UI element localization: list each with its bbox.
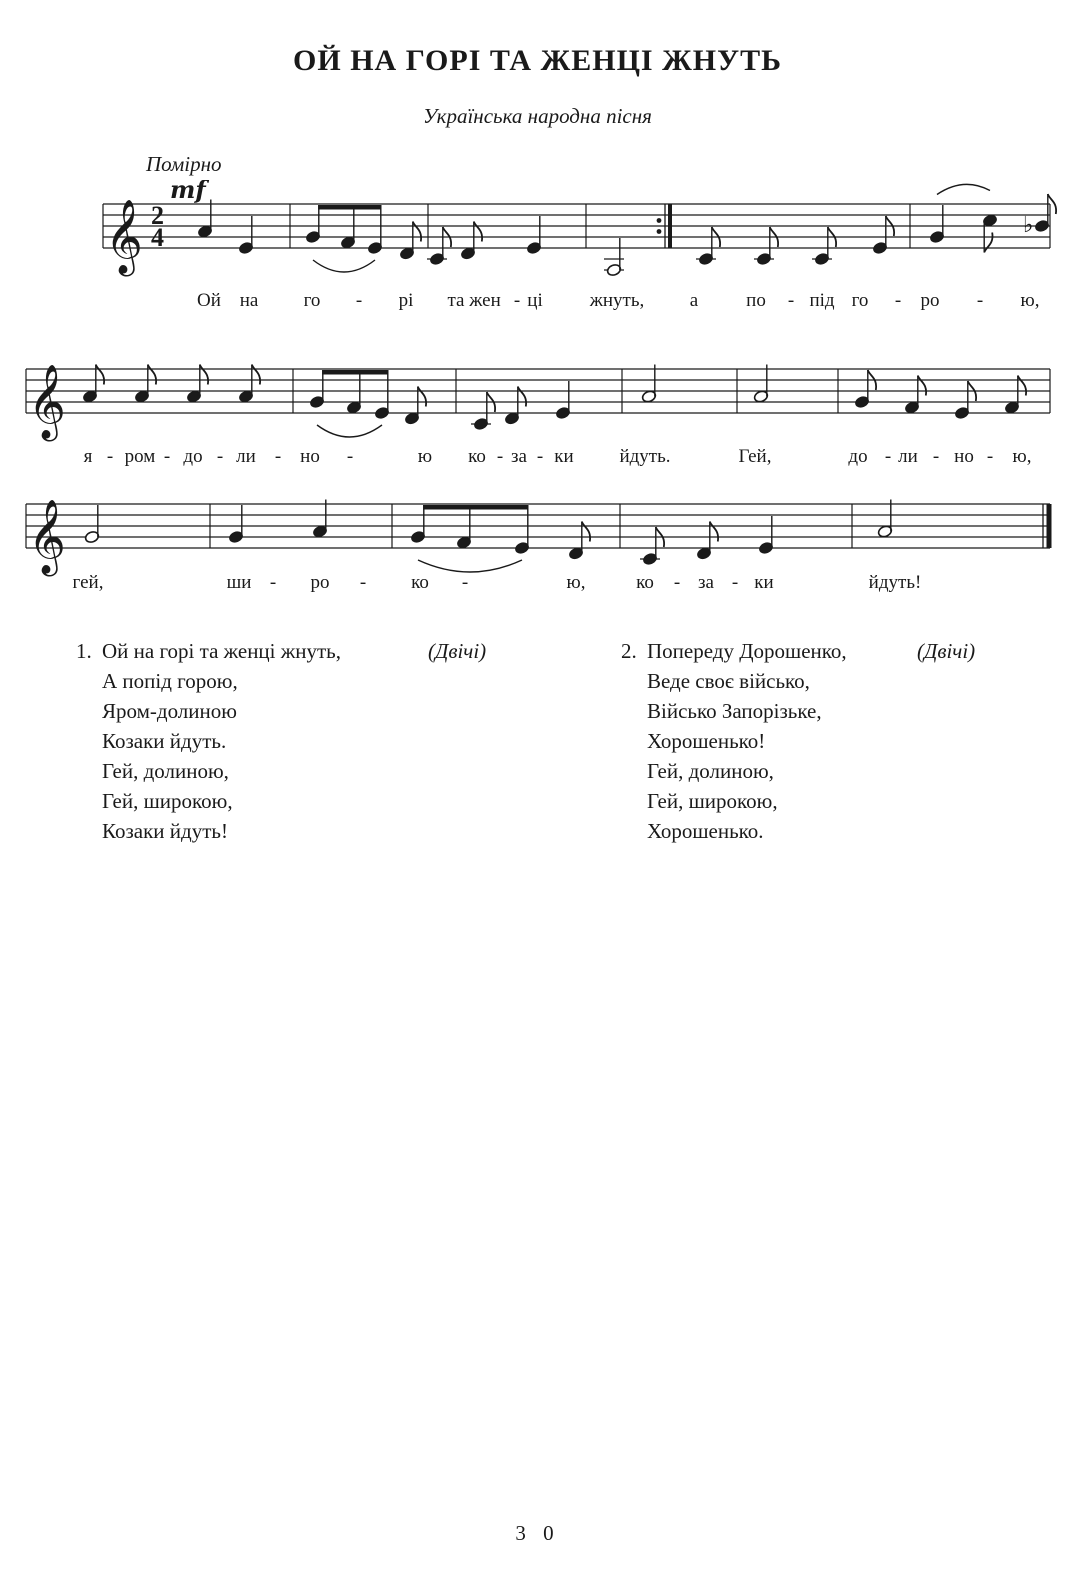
lyric-syllable: на bbox=[239, 290, 259, 311]
verse-line: Гей, долиною, bbox=[102, 759, 229, 783]
time-signature-bottom: 4 bbox=[151, 223, 164, 252]
repeat-note: (Двічі) bbox=[428, 639, 487, 663]
lyric-syllable: йдуть. bbox=[619, 446, 671, 467]
note-flag bbox=[96, 365, 104, 385]
note-flag bbox=[710, 522, 718, 542]
lyric-hyphen: - bbox=[894, 290, 902, 311]
note-flag bbox=[918, 376, 926, 396]
beam bbox=[318, 205, 381, 210]
lyric-syllable: ці bbox=[527, 290, 543, 311]
verse-1 bbox=[76, 636, 487, 846]
lyric-syllable: Ой bbox=[197, 290, 221, 311]
lyric-syllable: до bbox=[848, 446, 868, 467]
lyric-hyphen: - bbox=[986, 446, 994, 467]
verse-line: Гей, широкою, bbox=[102, 789, 233, 813]
lyric-hyphen: - bbox=[932, 446, 940, 467]
lyric-hyphen: - bbox=[536, 446, 544, 467]
lyric-syllable: ко bbox=[468, 446, 486, 467]
verse-line: Хорошенько! bbox=[647, 729, 766, 753]
lyric-syllable: ко bbox=[636, 572, 654, 593]
lyric-syllable: но bbox=[954, 446, 974, 467]
verse-line: Веде своє військо, bbox=[647, 669, 810, 693]
lyric-hyphen: - bbox=[346, 446, 354, 467]
lyric-hyphen: - bbox=[461, 572, 469, 593]
beam bbox=[423, 505, 528, 510]
note-flag bbox=[200, 365, 208, 385]
dynamic-marking: mf bbox=[170, 180, 206, 204]
lyric-syllable: ю, bbox=[1012, 446, 1032, 467]
time-signature-top: 2 bbox=[151, 201, 164, 230]
lyrics-row-1 bbox=[0, 290, 1075, 316]
verses-block bbox=[0, 636, 1075, 856]
lyric-syllable: ро bbox=[310, 572, 330, 593]
note-flag bbox=[148, 365, 156, 385]
lyric-syllable: а bbox=[689, 290, 699, 311]
repeat-note: (Двічі) bbox=[917, 639, 976, 663]
note-flag bbox=[418, 387, 426, 407]
lyric-hyphen: - bbox=[787, 290, 795, 311]
verse-line: Гей, широкою, bbox=[647, 789, 778, 813]
verse-line: Ой на горі та женці жнуть, bbox=[102, 639, 342, 663]
verse-2 bbox=[621, 636, 976, 846]
lyric-syllable: ши bbox=[226, 572, 252, 593]
verse-line: А попід горою, bbox=[102, 669, 238, 693]
note-flag bbox=[1018, 376, 1026, 396]
slur bbox=[418, 560, 522, 572]
lyric-syllable: йдуть! bbox=[868, 572, 922, 593]
lyric-hyphen: - bbox=[163, 446, 171, 467]
lyric-syllable: та bbox=[447, 290, 465, 311]
song-subtitle: Українська народна пісня bbox=[423, 104, 652, 128]
slur bbox=[317, 425, 382, 437]
staff-system-1 bbox=[0, 180, 1075, 290]
lyric-syllable: ки bbox=[554, 446, 574, 467]
lyric-hyphen: - bbox=[106, 446, 114, 467]
note-flag bbox=[582, 522, 590, 542]
repeat-dot bbox=[657, 218, 662, 223]
note-flag bbox=[984, 233, 992, 253]
lyric-syllable: ро bbox=[920, 290, 940, 311]
lyric-hyphen: - bbox=[216, 446, 224, 467]
lyric-hyphen: - bbox=[269, 572, 277, 593]
lyric-hyphen: - bbox=[513, 290, 521, 311]
lyric-syllable: Гей, bbox=[738, 446, 772, 467]
lyric-syllable: жен bbox=[469, 290, 501, 311]
staff-system-2 bbox=[0, 345, 1075, 455]
beam bbox=[322, 370, 388, 375]
song-title: ОЙ НА ГОРІ ТА ЖЕНЦІ ЖНУТЬ bbox=[293, 44, 782, 77]
lyric-syllable: го bbox=[303, 290, 321, 311]
verse-number: 1. bbox=[76, 639, 92, 663]
lyric-syllable: за bbox=[511, 446, 527, 467]
treble-clef-icon: 𝄞 bbox=[28, 500, 66, 574]
verse-line: Гей, долиною, bbox=[647, 759, 774, 783]
lyric-syllable: ки bbox=[754, 572, 774, 593]
lyric-syllable: гей, bbox=[72, 572, 104, 593]
verse-line: Яром-долиною bbox=[102, 699, 237, 723]
lyric-syllable: ли bbox=[898, 446, 918, 467]
note-flag bbox=[474, 222, 482, 242]
lyric-hyphen: - bbox=[496, 446, 504, 467]
lyrics-row-2 bbox=[0, 446, 1075, 472]
note-flag bbox=[413, 222, 421, 242]
note-flag bbox=[252, 365, 260, 385]
lyric-syllable: за bbox=[698, 572, 714, 593]
slur bbox=[313, 260, 375, 272]
lyric-hyphen: - bbox=[976, 290, 984, 311]
lyric-hyphen: - bbox=[731, 572, 739, 593]
lyric-syllable: жнуть, bbox=[589, 290, 645, 311]
lyric-syllable: рі bbox=[398, 290, 414, 311]
verse-line: Попереду Дорошенко, bbox=[647, 639, 847, 663]
note-flag bbox=[518, 387, 526, 407]
lyric-hyphen: - bbox=[884, 446, 892, 467]
lyric-hyphen: - bbox=[359, 572, 367, 593]
verse-line: Козаки йдуть! bbox=[102, 819, 228, 843]
flat-icon: ♭ bbox=[1023, 213, 1034, 238]
lyric-hyphen: - bbox=[355, 290, 363, 311]
lyric-syllable: ко bbox=[411, 572, 429, 593]
lyric-syllable: ю, bbox=[1020, 290, 1040, 311]
treble-clef-icon: 𝄞 bbox=[28, 365, 66, 439]
verse-line: Хорошенько. bbox=[647, 819, 764, 843]
lyric-hyphen: - bbox=[274, 446, 282, 467]
lyric-syllable: но bbox=[300, 446, 320, 467]
lyric-syllable: ю, bbox=[566, 572, 586, 593]
lyric-syllable: ю bbox=[417, 446, 433, 467]
lyric-hyphen: - bbox=[673, 572, 681, 593]
treble-clef-icon: 𝄞 bbox=[105, 200, 143, 274]
lyric-syllable: по bbox=[746, 290, 766, 311]
tempo-marking: Помірно bbox=[146, 152, 222, 176]
lyric-syllable: я bbox=[83, 446, 93, 467]
lyric-syllable: під bbox=[809, 290, 835, 311]
repeat-dot bbox=[657, 229, 662, 234]
lyric-syllable: до bbox=[183, 446, 203, 467]
lyric-syllable: ли bbox=[236, 446, 256, 467]
verse-line: Козаки йдуть. bbox=[102, 729, 227, 753]
page-number: 3 0 bbox=[515, 1521, 560, 1545]
verse-number: 2. bbox=[621, 639, 637, 663]
lyrics-row-3 bbox=[0, 572, 1075, 598]
lyric-syllable: ром bbox=[124, 446, 156, 467]
verse-line: Військо Запорізьке, bbox=[647, 699, 822, 723]
slur bbox=[937, 184, 990, 194]
lyric-syllable: го bbox=[851, 290, 869, 311]
